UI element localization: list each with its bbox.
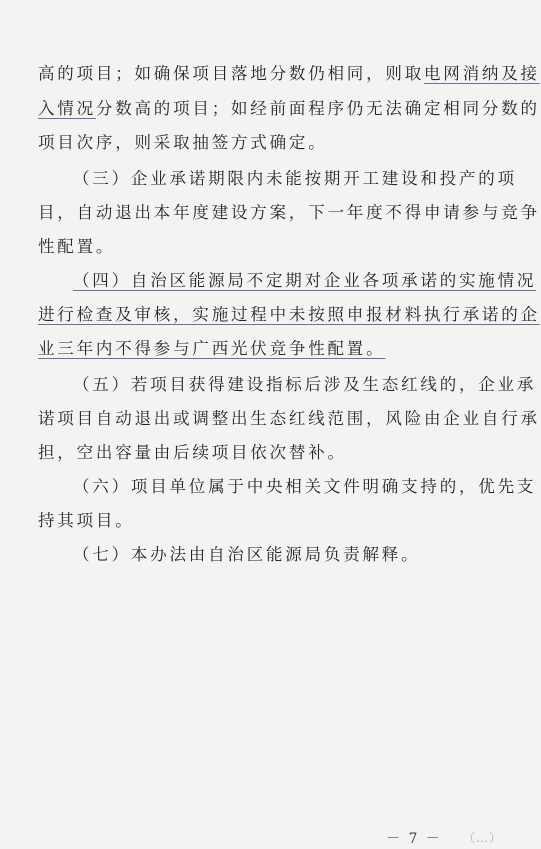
paragraph-line: 诺项目自动退出或调整出生态红线范围，风险由企业自行承 [38, 409, 540, 428]
page-number: － 7 － [386, 831, 442, 847]
paragraph-line [38, 64, 540, 84]
paragraph-line-underlined: 进行检查及审核，实施过程中未按照申报材料执行承诺的企 [38, 305, 540, 324]
underlined-text: 电网消纳及接 [424, 64, 540, 83]
watermark: （…） [463, 831, 503, 845]
paragraph-line: 性配置。 [38, 237, 116, 256]
underlined-text: 入情况 [38, 99, 96, 118]
paragraph-line: 担，空出容量由后续项目依次替补。 [38, 443, 347, 462]
text-run: 高的项目；如确保项目落地分数仍相同，则取 [38, 64, 424, 83]
paragraph-line: （七）本办法由自治区能源局负责解释。 [73, 545, 421, 564]
text-run: 分数高的项目；如经前面程序仍无法确定相同分数的 [95, 99, 540, 118]
paragraph-line: （三）企业承诺期限内未能按期开工建设和投产的项 [73, 169, 517, 188]
paragraph-line: （五）若项目获得建设指标后涉及生态红线的，企业承 [73, 375, 537, 394]
paragraph-line-underlined: 业三年内不得参与广西光伏竞争性配置。 [38, 339, 386, 358]
paragraph-line: （六）项目单位属于中央相关文件明确支持的，优先支 [73, 477, 537, 496]
paragraph-line: 持其项目。 [38, 511, 135, 530]
paragraph-line [38, 99, 540, 119]
paragraph-line-underlined: （四）自治区能源局不定期对企业各项承诺的实施情况 [73, 271, 537, 290]
paragraph-line: 项目次序，则采取抽签方式确定。 [38, 133, 328, 152]
paragraph-line: 目，自动退出本年度建设方案，下一年度不得申请参与竞争 [38, 203, 540, 222]
